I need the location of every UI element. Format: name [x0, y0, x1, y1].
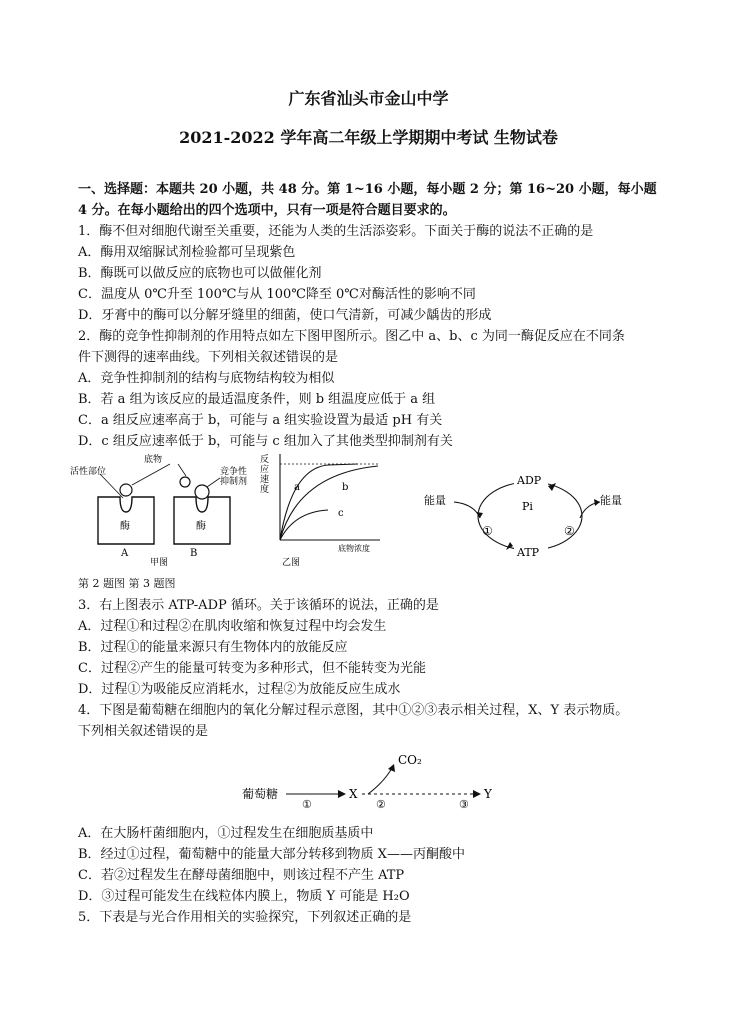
glucose-label: 葡萄糖: [242, 787, 279, 801]
figure-atp-adp-cycle: [418, 468, 648, 568]
q4-stem-line1: 4．下图是葡萄糖在细胞内的氧化分解过程示意图，其中①②③表示相关过程，X、Y 表示物质。: [78, 703, 629, 718]
q2-option-a: A．竞争性抑制剂的结构与底物结构较为相似: [78, 371, 335, 386]
q4-option-d: D．③过程可能发生在线粒体内膜上，物质 Y 可能是 H₂O: [78, 889, 410, 904]
active-site-label: 活性部位: [70, 467, 107, 477]
q2-option-b: B．若 a 组为该反应的最适温度条件，则 b 组温度应低于 a 组: [78, 392, 436, 407]
energy-in-arrow: [454, 502, 480, 518]
q4-option-a: A．在大肠杆菌细胞内，①过程发生在细胞质基质中: [78, 826, 374, 841]
adp-label: ADP: [517, 474, 542, 487]
enzyme-b-label: 酶: [196, 521, 206, 532]
curve-c: [280, 510, 328, 540]
q2-stem-line1: 2．酶的竞争性抑制剂的作用特点如左下图甲图所示。图乙中 a、b、c 为同一酶促反应在不同条: [78, 329, 625, 344]
yi-ylabel-3: 速: [260, 475, 270, 485]
q3-stem: 3．右上图表示 ATP-ADP 循环。关于该循环的说法，正确的是: [78, 598, 439, 613]
figure-yi-caption: 乙图: [282, 558, 301, 568]
step-2: ②: [376, 798, 386, 810]
q4-option-b: B．经过①过程，葡萄糖中的能量大部分转移到物质 X——丙酮酸中: [78, 847, 465, 862]
enzyme-a-label: 酶: [120, 521, 130, 532]
co2-label: CO₂: [398, 753, 422, 767]
q3-option-d: D．过程①为吸能反应消耗水，过程②为放能反应生成水: [78, 682, 401, 697]
substrate-b: [180, 477, 190, 487]
curve-c-label: c: [338, 508, 344, 519]
inhibitor-pointer: [207, 478, 220, 487]
q2-option-d: D．c 组反应速率低于 b，可能与 c 组加入了其他类型抑制剂有关: [78, 434, 453, 449]
atp-label: ATP: [517, 546, 540, 559]
figure-captions: 第 2 题图 第 3 题图: [78, 577, 176, 590]
substrate-label: 底物: [144, 455, 163, 465]
q2-option-c: C．a 组反应速率高于 b，可能与 a 组实验设置为最适 pH 有关: [78, 413, 443, 428]
q1-option-a: A．酶用双缩脲试剂检验都可呈现紫色: [78, 245, 296, 260]
step-1: ①: [302, 798, 312, 810]
cycle-ellipse: [478, 482, 582, 550]
curve-a: [280, 464, 358, 540]
inhibitor-label-1: 竞争性: [220, 467, 248, 477]
substrate-a: [120, 484, 132, 496]
x-label: X: [349, 787, 358, 801]
curve-a-label: a: [294, 482, 300, 493]
inhibitor-circle: [195, 485, 209, 499]
exam-title: 2021-2022 学年高二年级上学期期中考试 生物试卷: [179, 128, 558, 147]
yi-ylabel-1: 反: [260, 455, 270, 465]
q3-option-b: B．过程①的能量来源只有生物体内的放能反应: [78, 640, 348, 655]
energy-right-label: 能量: [600, 494, 622, 507]
figure-glucose-oxidation: [238, 748, 508, 810]
school-name: 广东省汕头市金山中学: [288, 89, 449, 108]
q1-stem: 1．酶不但对细胞代谢至关重要，还能为人类的生活添姿彩。下面关于酶的说法不正确的是: [78, 224, 594, 239]
figure-jia-caption: 甲图: [150, 558, 169, 567]
panel-a-label: A: [121, 548, 129, 559]
section-heading-line1: 一、选择题：本题共 20 小题，共 48 分。第 1~16 小题，每小题 2 分；第 16~20 小题，每小题: [78, 182, 657, 197]
q4-option-c: C．若②过程发生在酵母菌细胞中，则该过程不产生 ATP: [78, 868, 405, 883]
co2-branch-arrow: [368, 768, 392, 794]
q3-option-a: A．过程①和过程②在肌肉收缩和恢复过程中均会发生: [78, 619, 387, 634]
step-2-label: ②: [564, 524, 575, 538]
q3-option-c: C．过程②产生的能量可转变为多种形式，但不能转变为光能: [78, 661, 426, 676]
step-3: ③: [459, 798, 469, 810]
panel-b-label: B: [190, 548, 198, 559]
q1-option-c: C．温度从 0℃升至 100℃与从 100℃降至 0℃对酶活性的影响不同: [78, 287, 476, 302]
pi-label: Pi: [522, 500, 533, 513]
curve-b-label: b: [342, 482, 349, 493]
yi-ylabel-4: 度: [260, 485, 270, 495]
energy-left-label: 能量: [424, 494, 446, 507]
yi-ylabel-2: 应: [260, 465, 270, 475]
q4-stem-line2: 下列相关叙述错误的是: [78, 724, 209, 739]
active-site-pointer: [100, 474, 123, 498]
yi-xlabel: 底物浓度: [338, 544, 370, 553]
substrate-pointer: [132, 464, 170, 485]
q1-option-d: D．牙膏中的酶可以分解牙缝里的细菌，使口气清新，可减少龋齿的形成: [78, 308, 492, 323]
q1-option-b: B．酶既可以做反应的底物也可以做催化剂: [78, 266, 322, 281]
section-heading-line2: 4 分。在每小题给出的四个选项中，只有一项是符合题目要求的。: [78, 203, 456, 218]
figure-jia-competitive-inhibition: [70, 452, 260, 567]
curve-b: [280, 466, 378, 540]
y-label: Y: [484, 787, 492, 801]
q5-stem: 5．下表是与光合作用相关的实验探究，下列叙述正确的是: [78, 910, 412, 925]
figure-yi-rate-curves: [258, 452, 388, 570]
inhibitor-label-2: 抑制剂: [220, 477, 248, 487]
q2-stem-line2: 件下测得的速率曲线。下列相关叙述错误的是: [78, 350, 339, 365]
step-1-label: ①: [482, 524, 493, 538]
